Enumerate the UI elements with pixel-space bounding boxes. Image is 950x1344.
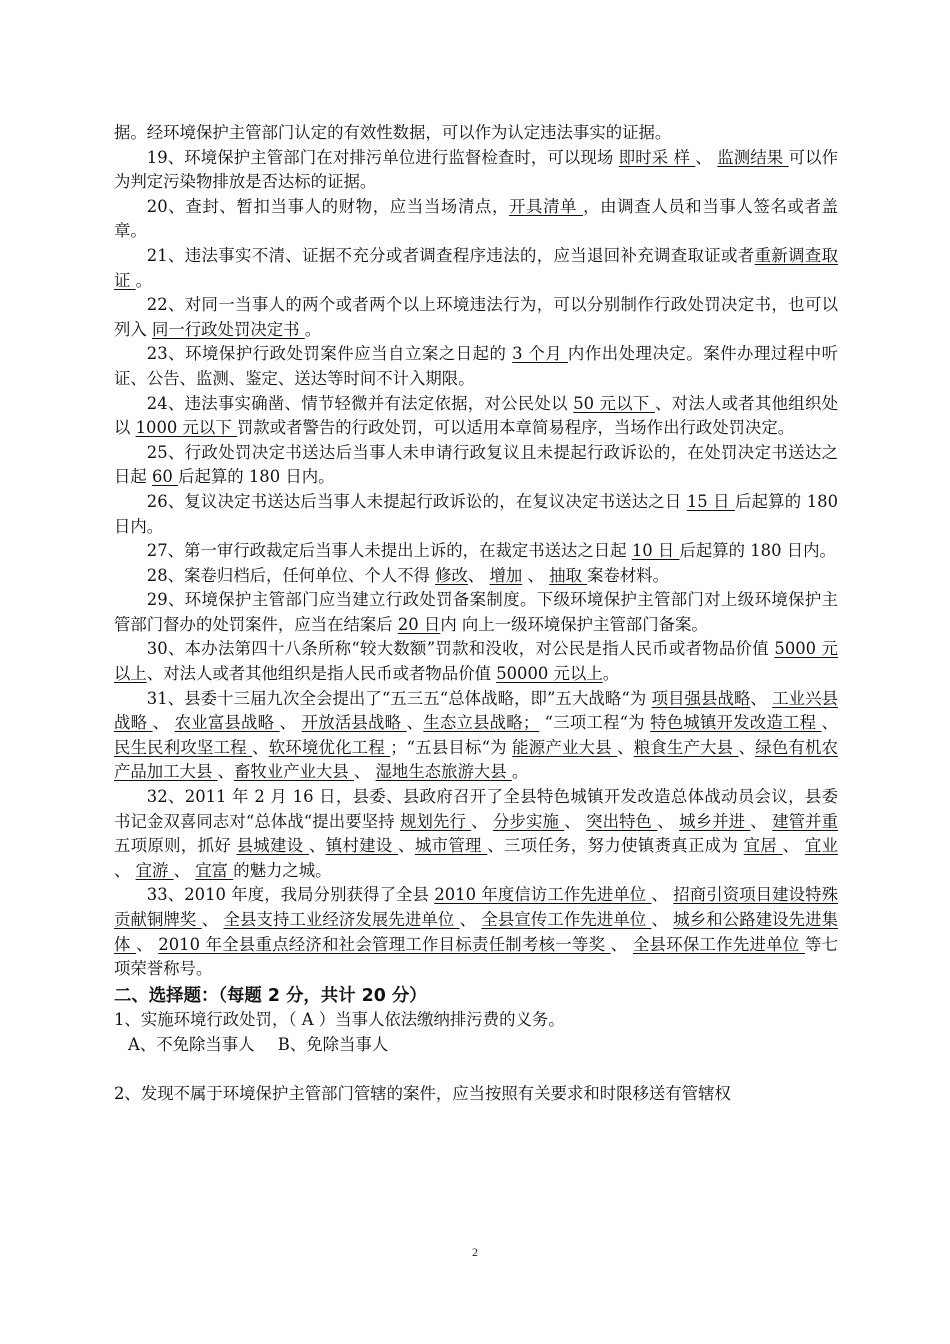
text-run: 、 [657, 811, 680, 831]
answer-blank: 1000 元以下 [135, 418, 237, 438]
text-run: 。 [511, 762, 529, 782]
paragraph [114, 121, 838, 146]
answer-blank: 20 日 [397, 614, 441, 634]
paragraph [114, 785, 838, 883]
answer-blank: 宜游 [135, 860, 174, 880]
text-run: 19、环境保护主管部门在对排污单位进行监督检查时，可以现场 [146, 147, 619, 167]
answer-blank: 3 个月 [512, 344, 568, 364]
answer-blank: 5000 元以上 [114, 639, 838, 684]
answer-blank: 宜业 [804, 836, 839, 856]
text-run: 25、行政处罚决定书送达后当事人未申请行政复议且未提起行政诉讼的，在处罚决定书送达之日起 [114, 442, 838, 487]
text-run: 22、对同一当事人的两个或者两个以上环境违法行为，可以分别制作行政处罚决定书，也可以列入 [114, 295, 838, 339]
option-b: B、免除当事人 [277, 1034, 389, 1054]
answer-blank: 软环境优化工程 [268, 737, 391, 757]
text-run: 据。经环境保护主管部门认定的有效性数据，可以作为认定违法事实的证据。 [114, 123, 672, 142]
answer-blank: 湿地生态旅游大县 [375, 762, 512, 782]
paragraph [114, 490, 838, 539]
section-heading-choice: 二、选择题：（每题 2 分，共计 20 分） [114, 985, 427, 1006]
answer-blank: 城乡并进 [679, 811, 751, 831]
answer-blank: 增加 [489, 565, 523, 585]
text-run: 、 [750, 688, 773, 708]
paragraph [114, 441, 838, 490]
answer-blank: 突出特色 [586, 811, 658, 831]
text-run: 、 [471, 811, 494, 831]
text-run: 23、环境保护行政处罚案件应当自立案之日起的 [146, 344, 513, 364]
text-run: 27、第一审行政裁定后当事人未提出上诉的，在裁定书送达之日起 [146, 541, 632, 561]
answer-blank: 60 [152, 467, 179, 487]
answer-blank: 畜牧业产业大县 [233, 762, 354, 782]
question-1-options [114, 1033, 838, 1058]
paragraph [114, 195, 838, 244]
text-run: 、 [651, 910, 674, 929]
text-run: 、 [406, 713, 424, 733]
answer-blank: 能源产业大县 [512, 737, 618, 757]
answer-blank: 15 日 [686, 491, 736, 511]
answer-blank: 开具清单 [509, 196, 584, 216]
answer-blank: 修改 [435, 565, 468, 585]
text-run: 、 [467, 565, 490, 585]
page-content [114, 121, 838, 1106]
text-run: 后起算的 180 日内。 [114, 491, 838, 536]
text-run: 、 [398, 836, 415, 856]
answer-blank: 监测结果 [717, 147, 789, 167]
answer-blank: 全县支持工业经济发展先进单位 [223, 910, 460, 929]
text-run: 可以作为判定污染物排放是否达标的证据。 [114, 147, 839, 192]
text-run: 20、查封、暂扣当事人的财物，应当当场清点， [146, 196, 510, 216]
text-run: 、 [522, 565, 550, 585]
text-run: 、 [738, 737, 756, 757]
text-run: 内 向上一级环境保护主管部门备案。 [440, 614, 708, 634]
answer-blank: 宜居 [743, 836, 783, 856]
text-run: 等七项荣誉称号。 [114, 934, 838, 979]
text-run: 、 [782, 836, 805, 856]
text-run: 、 [651, 885, 674, 905]
answer-blank: 同一行政处罚决定书 [152, 319, 305, 339]
answer-blank: 2010 年全县重点经济和社会管理工作目标责任制考核一等奖 [158, 934, 611, 954]
text-run: ，由调查人员和当事人签名或者盖章。 [114, 196, 838, 241]
paragraph [114, 564, 838, 589]
answer-blank: 50 元以下 [573, 393, 656, 413]
answer-blank: 城乡和公路建设先进集体 [114, 910, 839, 954]
text-run: “三项工程“为 [539, 713, 651, 733]
text-run: 、 [459, 910, 482, 929]
text-run: 、对法人或者其他组织处以 [114, 393, 838, 438]
answer-blank: 县城建设 [236, 836, 309, 856]
text-run: 后起算的 180 日内。 [679, 541, 836, 561]
text-run: 、 [152, 713, 175, 733]
page-number: 2 [472, 1245, 478, 1259]
paragraph [114, 883, 838, 981]
paragraph [114, 539, 838, 564]
text-run: ；“五县目标“为 [390, 737, 513, 757]
text-run: 31、县委十三届九次全会提出了“五三五“总体战略，即”五大战略“为 [146, 688, 652, 708]
paragraph [114, 342, 838, 391]
paragraph [114, 146, 838, 195]
text-run: 五项原则，抓好 [114, 836, 237, 856]
question-1: 1、实施环境行政处罚，（ A ）当事人依法缴纳排污费的义务。 [114, 1010, 565, 1030]
paragraph [114, 392, 838, 441]
answer-blank: 建管并重 [772, 811, 839, 831]
text-run: 21、违法事实不清、证据不充分或者调查程序违法的，应当退回补充调查取证或者 [146, 245, 755, 265]
answer-blank: 粮食生产大县 [633, 737, 739, 757]
text-run: 、 [309, 836, 326, 856]
paragraph [114, 687, 838, 785]
text-run: 、 [617, 737, 634, 757]
text-run: 罚款或者警告的行政处罚，可以适用本章简易程序，当场作出行政处罚决定。 [236, 418, 795, 438]
text-run: 、 [173, 860, 196, 880]
fill-in-answers-section [114, 121, 838, 982]
text-run: 32、2011 年 2 月 16 日，县委、县政府召开了全县特色城镇开发改造总体战动员会议，县委书记金双喜同志对“总体战“提出要坚持 [114, 787, 838, 831]
answer-blank: 城市管理 [414, 836, 488, 856]
text-run: 、 [201, 910, 224, 929]
text-run: 26、复议决定书送达后当事人未提起行政诉讼的，在复议决定书送达之日 [146, 491, 687, 511]
question-2: 2、发现不属于环境保护主管部门管辖的案件，应当按照有关要求和时限移送有管辖权 [114, 1083, 731, 1103]
text-run: 、 [564, 811, 587, 831]
text-run: 、对法人或者其他组织是指人民币或者物品价值 [146, 664, 497, 684]
paragraph [114, 293, 838, 342]
text-run: 案卷材料。 [587, 565, 670, 585]
text-run: 、 [136, 934, 159, 954]
text-run: 。 [135, 270, 152, 290]
text-run: 29、环境保护主管部门应当建立行政处罚备案制度。下级环境保护主管部门对上级环境保护主管部门督办的处罚案件，应当在结案后 [114, 590, 838, 634]
answer-blank: 镇村建设 [325, 836, 399, 856]
text-run: 28、案卷归档后，任何单位、个人不得 [146, 565, 436, 585]
text-run: 、 [695, 147, 718, 167]
text-run: 、 [353, 762, 376, 782]
answer-blank: 全县环保工作先进单位 [632, 934, 805, 954]
text-run: 、 [217, 762, 234, 782]
text-run: 、 [279, 713, 302, 733]
answer-blank: 分步实施 [493, 811, 565, 831]
text-run: 、 [821, 713, 838, 733]
answer-blank: 项目强县战略 [651, 688, 751, 708]
answer-blank: 特色城镇开发改造工程 [650, 713, 822, 733]
answer-blank: 开放活县战略 [301, 713, 407, 733]
text-run: 、三项任务，努力使镇赉真正成为 [487, 836, 744, 856]
answer-blank: 工业兴县战略 [114, 688, 838, 733]
answer-blank: 绿色有机农产品加工大县 [114, 737, 839, 782]
text-run: 30、本办法第四十八条所称“较大数额”罚款和没收，对公民是指人民币或者物品价值 [146, 639, 775, 659]
paragraph [114, 244, 838, 293]
option-a: A、不免除当事人 [128, 1034, 255, 1054]
answer-blank: 50000 元以上 [496, 664, 603, 684]
paragraph [114, 588, 838, 637]
text-run: 、 [610, 934, 633, 954]
text-run: 后起算的 180 日内。 [178, 467, 335, 487]
answer-blank: 民生民利攻坚工程 [114, 737, 253, 757]
text-run: 的魅力之城。 [233, 860, 332, 880]
text-run: 、 [114, 860, 136, 880]
answer-blank: 重新调查取证 [114, 245, 839, 290]
text-run: 。 [304, 319, 322, 339]
answer-blank: 生态立县战略； [423, 713, 540, 733]
answer-blank: 招商引资项目建设特殊贡献铜牌奖 [114, 885, 838, 929]
text-run: 。 [602, 664, 620, 684]
answer-blank: 宜富 [195, 860, 234, 880]
answer-blank: 2010 年度信访工作先进单位 [434, 885, 652, 905]
answer-blank: 农业富县战略 [174, 713, 280, 733]
answer-blank: 抽取 [549, 565, 588, 585]
text-run: 内作出处理决定。案件办理过程中听证、公告、监测、鉴定、送达等时间不计入期限。 [114, 344, 838, 388]
text-run: 24、违法事实确凿、情节轻微并有法定依据，对公民处以 [146, 393, 574, 413]
text-run: 、 [750, 811, 773, 831]
answer-blank: 即时采 样 [618, 147, 696, 167]
paragraph [114, 637, 838, 686]
text-run: 、 [252, 737, 269, 757]
text-run: 33、2010 年度，我局分别获得了全县 [146, 885, 435, 905]
answer-blank: 全县宣传工作先进单位 [481, 910, 652, 929]
answer-blank: 规划先行 [400, 811, 472, 831]
answer-blank: 10 日 [631, 541, 680, 561]
